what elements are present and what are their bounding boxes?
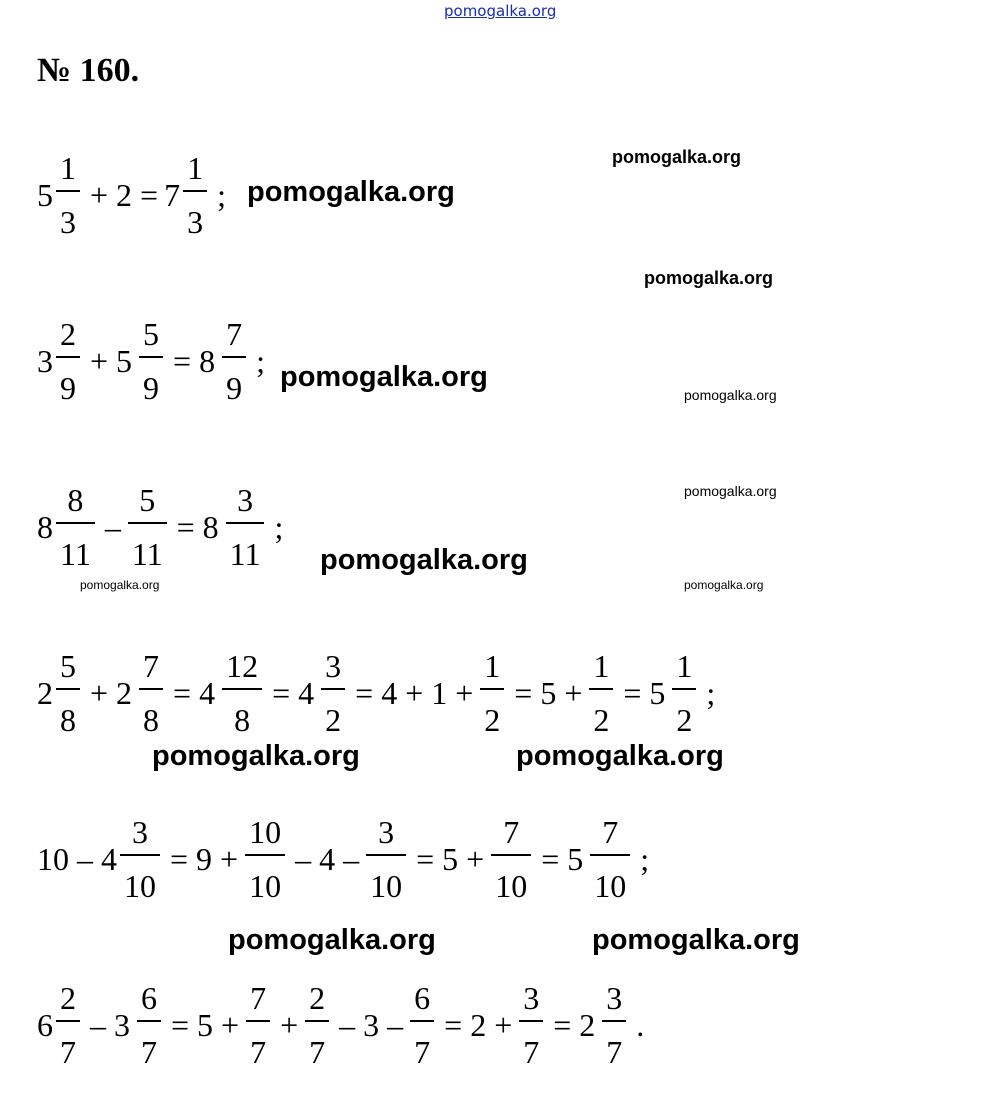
fraction-numerator: 8 bbox=[67, 482, 84, 518]
fraction bbox=[590, 816, 630, 902]
fraction bbox=[226, 484, 265, 570]
fraction bbox=[222, 650, 262, 736]
operator: = 4 + 1 + bbox=[355, 675, 474, 711]
fraction-denominator: 11 bbox=[131, 536, 163, 572]
watermark-text: pomogalka.org bbox=[320, 544, 528, 576]
fraction-numerator: 1 bbox=[187, 150, 204, 186]
fraction-numerator: 7 bbox=[143, 648, 160, 684]
fraction-denominator: 8 bbox=[143, 702, 160, 738]
fraction bbox=[56, 318, 80, 404]
fraction-numerator: 3 bbox=[606, 980, 623, 1016]
fraction-denominator: 7 bbox=[414, 1034, 431, 1070]
whole-number: 8 bbox=[37, 509, 53, 545]
operator: + 2 bbox=[90, 675, 133, 711]
fraction-numerator: 1 bbox=[484, 648, 501, 684]
watermark-text: pomogalka.org bbox=[228, 924, 436, 956]
operator: ; bbox=[706, 675, 716, 711]
operator: ; bbox=[217, 177, 226, 213]
fraction-denominator: 3 bbox=[187, 204, 204, 240]
fraction bbox=[672, 650, 696, 736]
fraction-numerator: 3 bbox=[378, 814, 395, 850]
fraction-numerator: 2 bbox=[60, 316, 76, 352]
fraction-numerator: 5 bbox=[139, 482, 156, 518]
fraction bbox=[56, 152, 80, 238]
fraction-numerator: 3 bbox=[237, 482, 254, 518]
fraction-numerator: 1 bbox=[593, 648, 610, 684]
whole-number: 7 bbox=[164, 177, 181, 213]
fraction-numerator: 6 bbox=[414, 980, 431, 1016]
fraction bbox=[519, 982, 543, 1068]
equation-line-6 bbox=[36, 982, 649, 1068]
fraction bbox=[245, 816, 285, 902]
operator: = 4 bbox=[173, 675, 216, 711]
operator: = 8 bbox=[173, 343, 216, 379]
watermark-text: pomogalka.org bbox=[644, 268, 774, 288]
operator: . bbox=[636, 1007, 645, 1043]
operator: = 5 bbox=[541, 841, 584, 877]
operator: ; bbox=[640, 841, 650, 877]
fraction-denominator: 7 bbox=[250, 1034, 267, 1070]
watermark-text: pomogalka.org bbox=[280, 361, 488, 393]
equation-line-2 bbox=[36, 318, 270, 404]
fraction-denominator: 2 bbox=[593, 702, 610, 738]
watermark-text: pomogalka.org bbox=[80, 578, 160, 592]
operator: – 3 bbox=[90, 1007, 130, 1043]
fraction-numerator: 5 bbox=[143, 316, 160, 352]
fraction-numerator: 5 bbox=[60, 648, 76, 684]
whole-number: 5 bbox=[37, 177, 53, 213]
fraction-numerator: 7 bbox=[602, 814, 619, 850]
equation-line-1 bbox=[36, 152, 231, 238]
fraction-numerator: 10 bbox=[249, 814, 282, 850]
fraction bbox=[491, 816, 531, 902]
equation-line-5 bbox=[36, 816, 654, 902]
watermark-text: pomogalka.org bbox=[612, 147, 742, 167]
fraction bbox=[305, 982, 329, 1068]
fraction-denominator: 2 bbox=[676, 702, 693, 738]
problem-number: № 160. bbox=[37, 52, 140, 89]
operator: – 4 – bbox=[295, 841, 360, 877]
fraction-denominator: 2 bbox=[325, 702, 342, 738]
fraction-numerator: 3 bbox=[132, 814, 148, 850]
fraction bbox=[139, 650, 163, 736]
operator: = 5 + bbox=[514, 675, 583, 711]
fraction-denominator: 7 bbox=[309, 1034, 326, 1070]
fraction-denominator: 11 bbox=[60, 536, 91, 572]
operator: = 9 + bbox=[170, 841, 239, 877]
fraction bbox=[56, 650, 80, 736]
fraction-denominator: 10 bbox=[124, 868, 156, 904]
fraction bbox=[321, 650, 345, 736]
fraction-denominator: 7 bbox=[60, 1034, 76, 1070]
watermark-text: pomogalka.org bbox=[247, 176, 455, 208]
operator: + 5 bbox=[90, 343, 133, 379]
operator: = 5 + bbox=[416, 841, 485, 877]
watermark-text: pomogalka.org bbox=[516, 740, 724, 772]
whole-number: 10 – 4 bbox=[37, 841, 117, 877]
fraction-denominator: 10 bbox=[249, 868, 282, 904]
fraction bbox=[366, 816, 406, 902]
fraction-denominator: 9 bbox=[226, 370, 243, 406]
equation-line-3 bbox=[36, 484, 288, 570]
fraction-numerator: 3 bbox=[523, 980, 540, 1016]
fraction-denominator: 10 bbox=[594, 868, 627, 904]
fraction bbox=[246, 982, 270, 1068]
fraction bbox=[222, 318, 246, 404]
operator: = 5 bbox=[623, 675, 666, 711]
fraction-numerator: 6 bbox=[141, 980, 157, 1016]
watermark-text: pomogalka.org bbox=[592, 924, 800, 956]
operator: = 2 + bbox=[444, 1007, 513, 1043]
equation-line-4 bbox=[36, 650, 720, 736]
fraction-numerator: 7 bbox=[226, 316, 243, 352]
fraction-numerator: 1 bbox=[60, 150, 76, 186]
fraction bbox=[480, 650, 504, 736]
top-watermark-link[interactable]: pomogalka.org bbox=[444, 2, 557, 20]
fraction-numerator: 2 bbox=[309, 980, 326, 1016]
fraction bbox=[56, 484, 95, 570]
whole-number: 2 bbox=[37, 675, 53, 711]
fraction-numerator: 7 bbox=[503, 814, 520, 850]
operator: ; bbox=[256, 343, 265, 379]
fraction-denominator: 10 bbox=[370, 868, 403, 904]
operator: = 5 + bbox=[171, 1007, 240, 1043]
operator: = 4 bbox=[272, 675, 315, 711]
operator: = 2 bbox=[553, 1007, 596, 1043]
operator: + bbox=[280, 1007, 299, 1043]
fraction-numerator: 2 bbox=[60, 980, 76, 1016]
fraction bbox=[137, 982, 161, 1068]
fraction-denominator: 2 bbox=[484, 702, 501, 738]
fraction-denominator: 7 bbox=[606, 1034, 623, 1070]
fraction bbox=[183, 152, 207, 238]
fraction-numerator: 1 bbox=[676, 648, 693, 684]
fraction-numerator: 12 bbox=[226, 648, 259, 684]
fraction-denominator: 7 bbox=[523, 1034, 540, 1070]
fraction bbox=[602, 982, 626, 1068]
watermark-text: pomogalka.org bbox=[684, 483, 777, 499]
watermark-text: pomogalka.org bbox=[684, 387, 777, 403]
fraction bbox=[120, 816, 160, 902]
operator: + 2 = bbox=[90, 177, 159, 213]
fraction-denominator: 7 bbox=[141, 1034, 157, 1070]
operator: = 8 bbox=[176, 509, 219, 545]
whole-number: 3 bbox=[37, 343, 53, 379]
watermark-text: pomogalka.org bbox=[684, 578, 764, 592]
operator: – 3 – bbox=[339, 1007, 404, 1043]
fraction bbox=[410, 982, 434, 1068]
whole-number: 6 bbox=[37, 1007, 53, 1043]
fraction-numerator: 7 bbox=[250, 980, 267, 1016]
operator: ; bbox=[274, 509, 284, 545]
fraction-denominator: 8 bbox=[234, 702, 251, 738]
fraction bbox=[139, 318, 163, 404]
watermark-text: pomogalka.org bbox=[152, 740, 360, 772]
fraction-denominator: 9 bbox=[60, 370, 76, 406]
fraction-numerator: 3 bbox=[325, 648, 342, 684]
fraction-denominator: 10 bbox=[495, 868, 528, 904]
fraction bbox=[56, 982, 80, 1068]
operator: – bbox=[104, 509, 121, 545]
fraction-denominator: 11 bbox=[229, 536, 261, 572]
fraction bbox=[589, 650, 613, 736]
fraction-denominator: 3 bbox=[60, 204, 76, 240]
fraction-denominator: 9 bbox=[143, 370, 160, 406]
fraction bbox=[128, 484, 167, 570]
fraction-denominator: 8 bbox=[60, 702, 76, 738]
